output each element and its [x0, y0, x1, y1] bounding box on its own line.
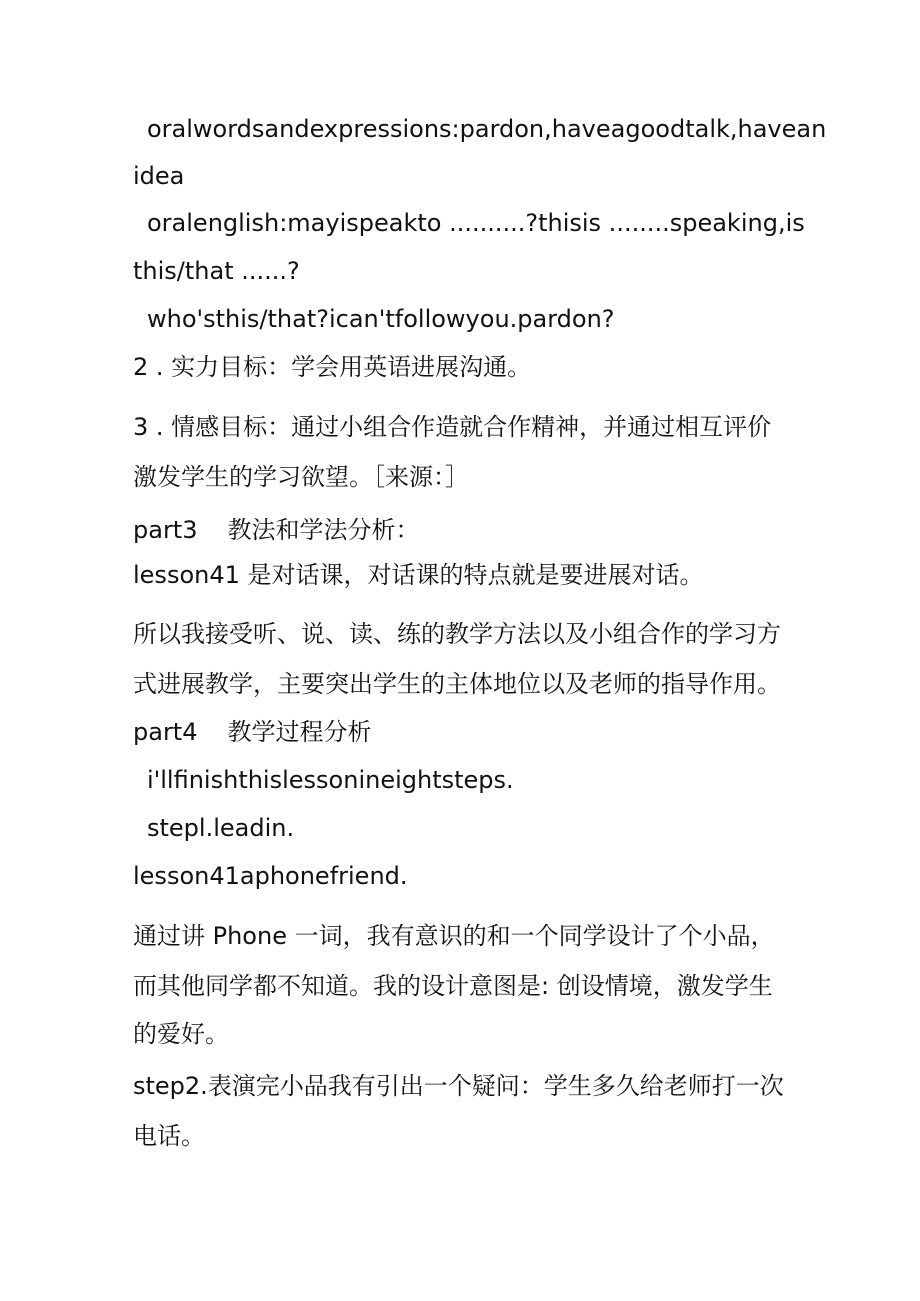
oral-english-line: oralenglish:mayispeakto ..........?thisis ........speaking,is	[147, 209, 805, 237]
oral-english-continued-line: this/that ......?	[133, 257, 300, 285]
step2-continued-line: 电话。	[133, 1122, 205, 1150]
part3-title: 教法和学法分析：	[227, 516, 420, 544]
part4-label: part4	[133, 718, 198, 746]
method-continued-line: 式进展教学，主要突出学生的主体地位以及老师的指导作用。	[133, 670, 781, 698]
part4-title: 教学过程分析	[227, 718, 372, 746]
step2-line: step2.表演完小品我有引出一个疑问：学生多久给老师打一次	[133, 1072, 784, 1100]
lesson41-title-line: lesson41aphonefriend.	[133, 862, 408, 890]
step1-line: stepl.leadin.	[147, 814, 295, 842]
ability-goal-line: 2 . 实力目标：学会用英语进展沟通。	[133, 353, 532, 381]
part3-heading	[133, 514, 420, 546]
design-intent-continued-line: 的爱好。	[133, 1020, 229, 1048]
design-intent-line: 而其他同学都不知道。我的设计意图是: 创设情境，激发学生	[133, 972, 773, 1000]
oral-words-continued-line: idea	[133, 162, 185, 190]
emotion-goal-continued-line: 激发学生的学习欲望。［来源：］	[133, 463, 469, 491]
part3-label: part3	[133, 516, 198, 544]
method-line: 所以我接受听、说、读、练的教学方法以及小组合作的学习方	[133, 620, 781, 648]
part4-heading	[133, 716, 372, 748]
emotion-goal-line: 3 . 情感目标：通过小组合作造就合作精神，并通过相互评价	[133, 413, 772, 441]
phone-skit-line: 通过讲 Phone 一词，我有意识的和一个同学设计了个小品，	[133, 922, 775, 950]
lesson41-intro-line: lesson41 是对话课，对话课的特点就是要进展对话。	[133, 561, 704, 589]
eight-steps-line: i'llfinishthislessonineightsteps.	[147, 766, 514, 794]
oral-words-line: oralwordsandexpressions:pardon,haveagoodtalk,havean	[147, 115, 827, 143]
oral-phrases-line: who'sthis/that?ican'tfollowyou.pardon?	[147, 305, 615, 333]
